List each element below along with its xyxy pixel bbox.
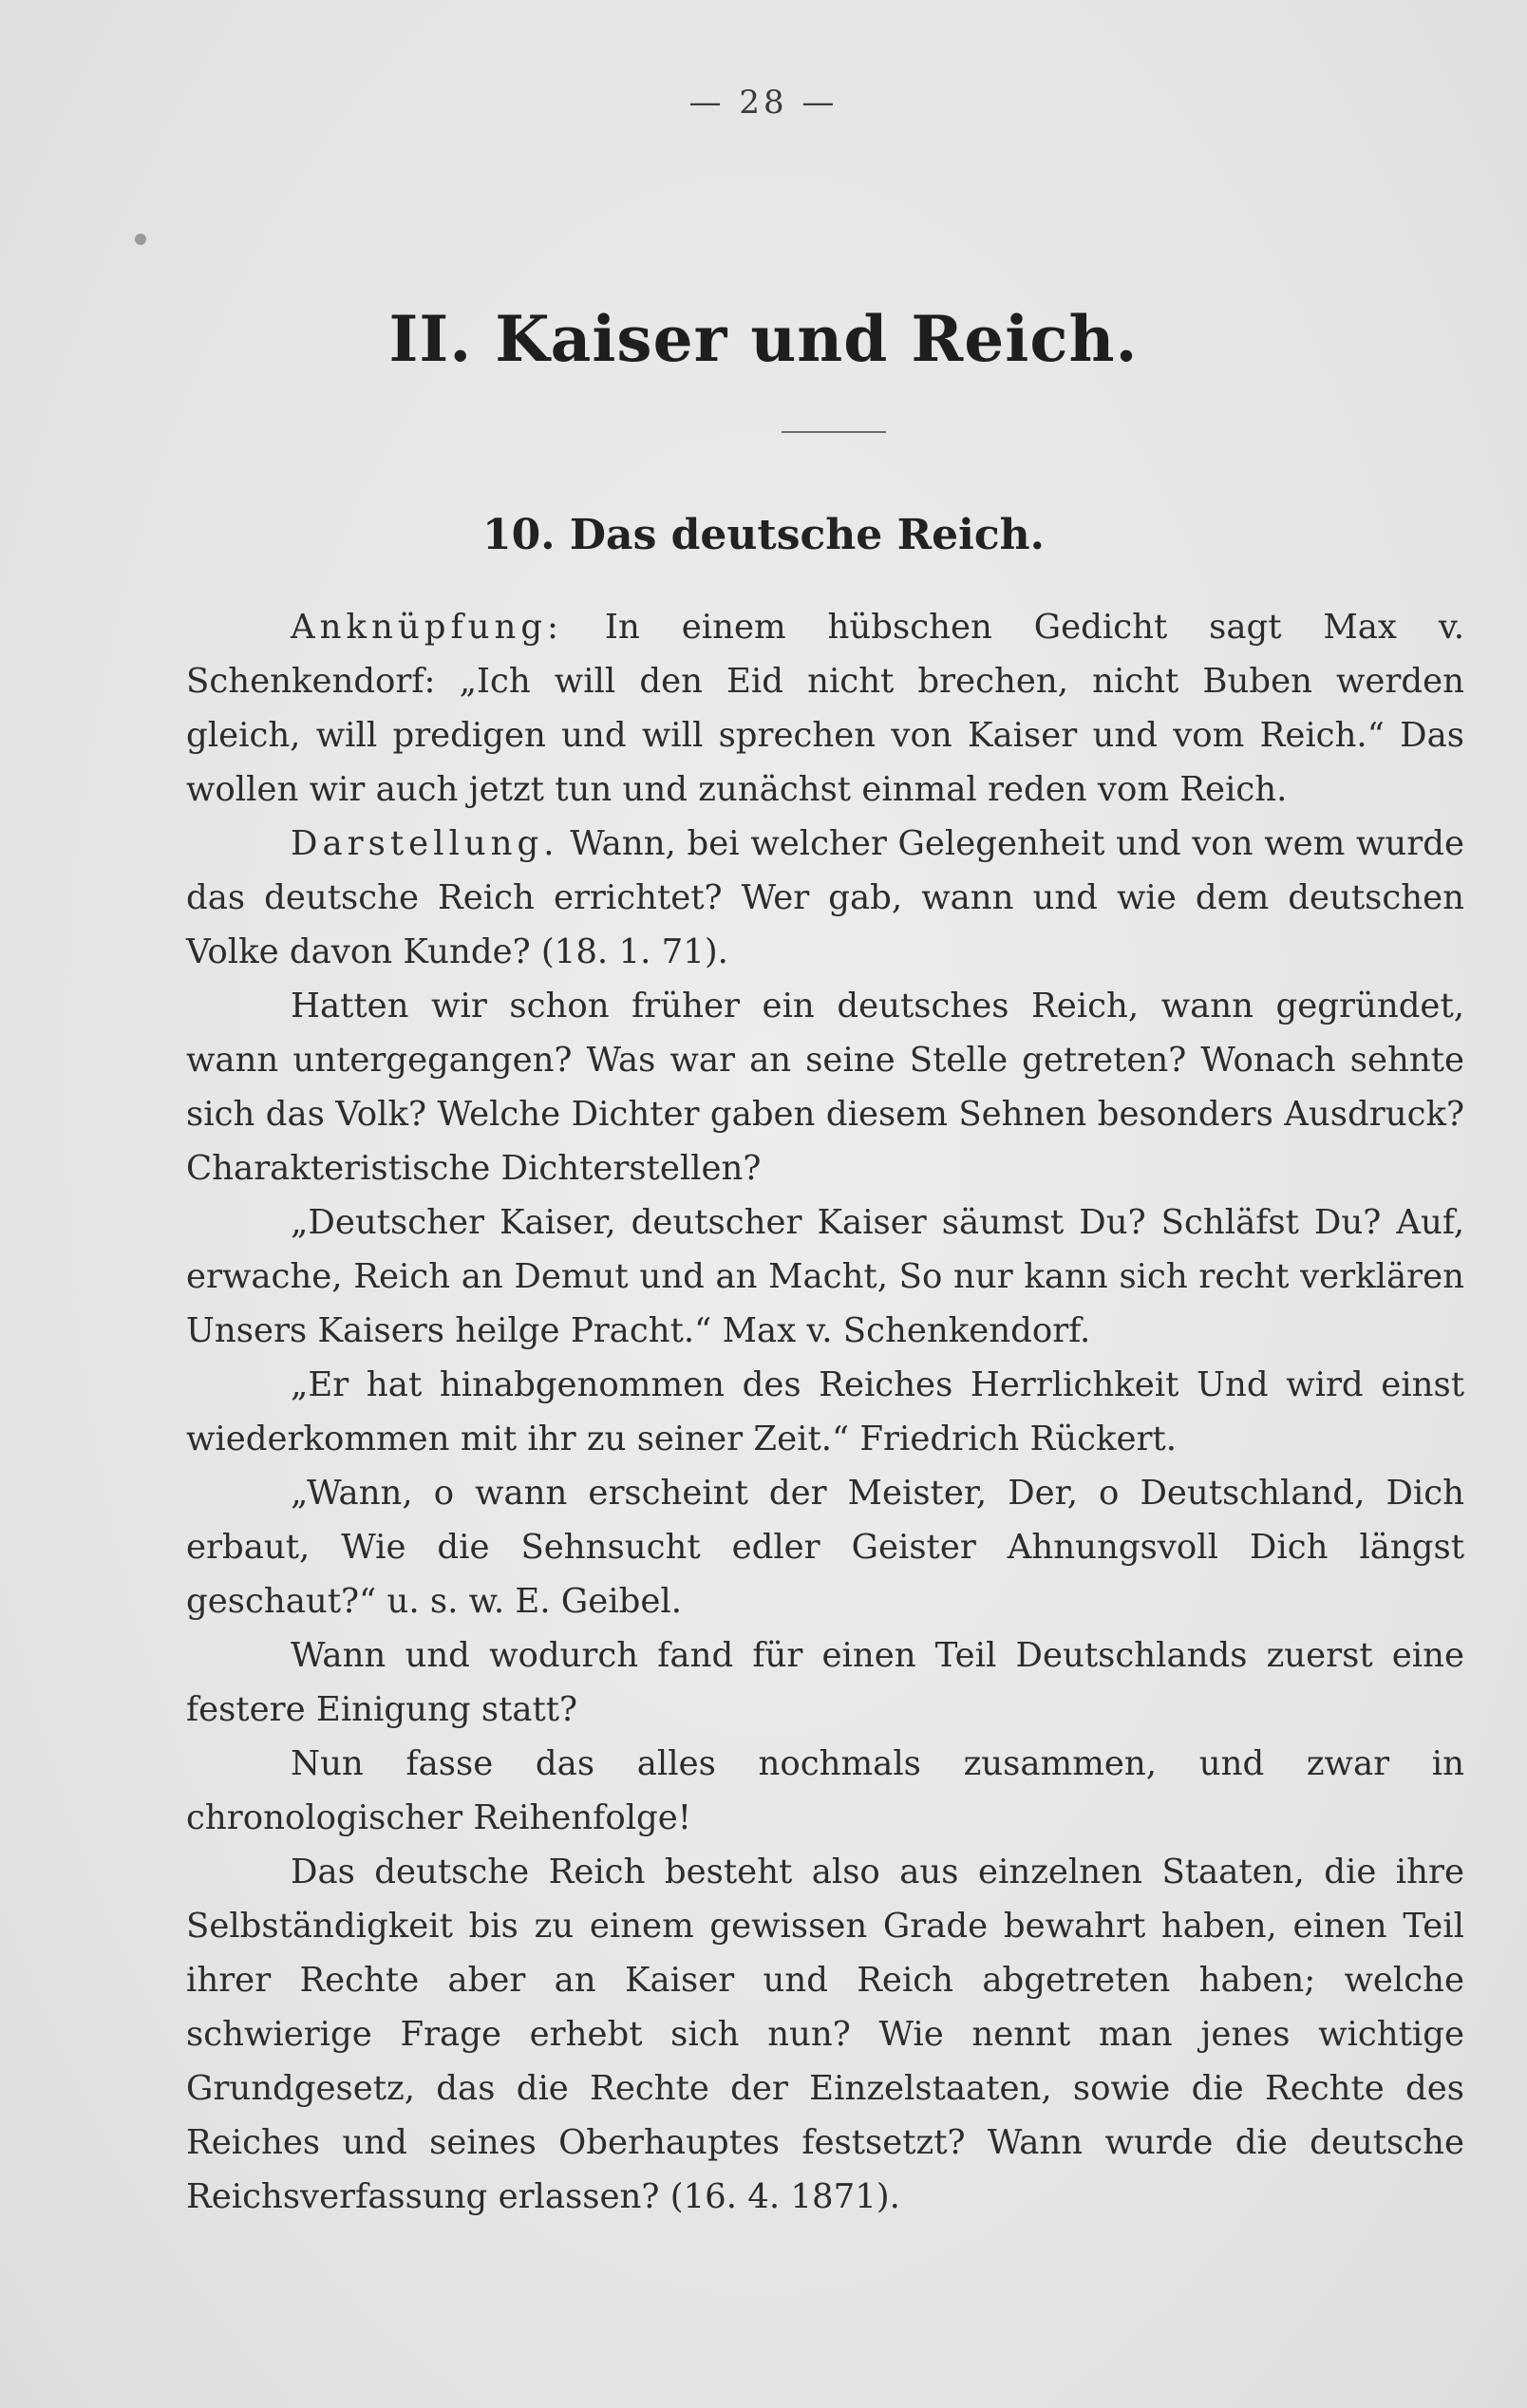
- paragraph-text: In einem hübschen Gedicht sagt Max v. Schenkendorf: „Ich will den Eid nicht brechen, nicht Buben werden gleich, will predigen und will sprechen von Kaiser und vom Reich.“ Das wollen wir auch jetzt tun und zunächst einmal reden vom Reich.: [186, 608, 1464, 809]
- body-text: [186, 600, 1464, 2224]
- paragraph: [186, 1466, 1464, 1628]
- paragraph-label: Anknüpfung:: [291, 608, 564, 647]
- paragraph: [186, 817, 1464, 979]
- paragraph-text: „Deutscher Kaiser, deutscher Kaiser säumst Du? Schläfst Du? Auf, erwache, Reich an Demut und an Macht, So nur kann sich recht verklären Unsers Kaisers heilge Pracht.“ Max v. Schenkendorf.: [186, 1203, 1464, 1350]
- paragraph-text: Wann, bei welcher Gelegenheit und von wem wurde das deutsche Reich errichtet? Wer gab, wann und wie dem deutschen Volke davon Kunde? (18. 1. 71).: [186, 824, 1464, 971]
- paragraph-text: Wann und wodurch fand für einen Teil Deutschlands zuerst eine festere Einigung statt?: [186, 1636, 1464, 1729]
- paragraph-text: Das deutsche Reich besteht also aus einzelnen Staaten, die ihre Selbständigkeit bis zu einem gewissen Grade bewahrt haben, einen Teil ihrer Rechte aber an Kaiser und Reich abgetreten haben; welche schwierige Frage erhebt sich nun? Wie nennt man jenes wichtige Grundgesetz, das die Rechte der Einzelstaaten, sowie die Rechte des Reiches und seines Oberhauptes festsetzt? Wann wurde die deutsche Reichsverfassung erlassen? (16. 4. 1871).: [186, 1853, 1464, 2216]
- paragraph: [186, 979, 1464, 1195]
- paragraph: [186, 1195, 1464, 1358]
- paragraph: [186, 1358, 1464, 1466]
- paragraph-text: Hatten wir schon früher ein deutsches Reich, wann gegründet, wann untergegangen? Was war an seine Stelle getreten? Wonach sehnte sich das Volk? Welche Dichter gaben diesem Sehnen besonders Ausdruck? Charakteristische Dichterstellen?: [186, 987, 1464, 1188]
- paragraph: [186, 600, 1464, 817]
- paragraph-text: „Er hat hinabgenommen des Reiches Herrlichkeit Und wird einst wiederkommen mit ihr zu seiner Zeit.“ Friedrich Rückert.: [186, 1365, 1464, 1458]
- chapter-title: II. Kaiser und Reich.: [388, 302, 1139, 376]
- page-number: — 28 —: [688, 84, 839, 122]
- paragraph: [186, 1737, 1464, 1845]
- ink-spot: [135, 234, 146, 245]
- title-divider: [782, 431, 886, 433]
- section-title: 10. Das deutsche Reich.: [482, 511, 1045, 559]
- paragraph-text: „Wann, o wann erscheint der Meister, Der, o Deutschland, Dich erbaut, Wie die Sehnsucht edler Geister Ahnungsvoll Dich längst geschaut?“ u. s. w. E. Geibel.: [186, 1474, 1464, 1621]
- paragraph: [186, 1628, 1464, 1737]
- paragraph-label: Darstellung.: [291, 824, 559, 863]
- paragraph-text: Nun fasse das alles nochmals zusammen, und zwar in chronologischer Reihenfolge!: [186, 1744, 1464, 1837]
- paragraph: [186, 1845, 1464, 2224]
